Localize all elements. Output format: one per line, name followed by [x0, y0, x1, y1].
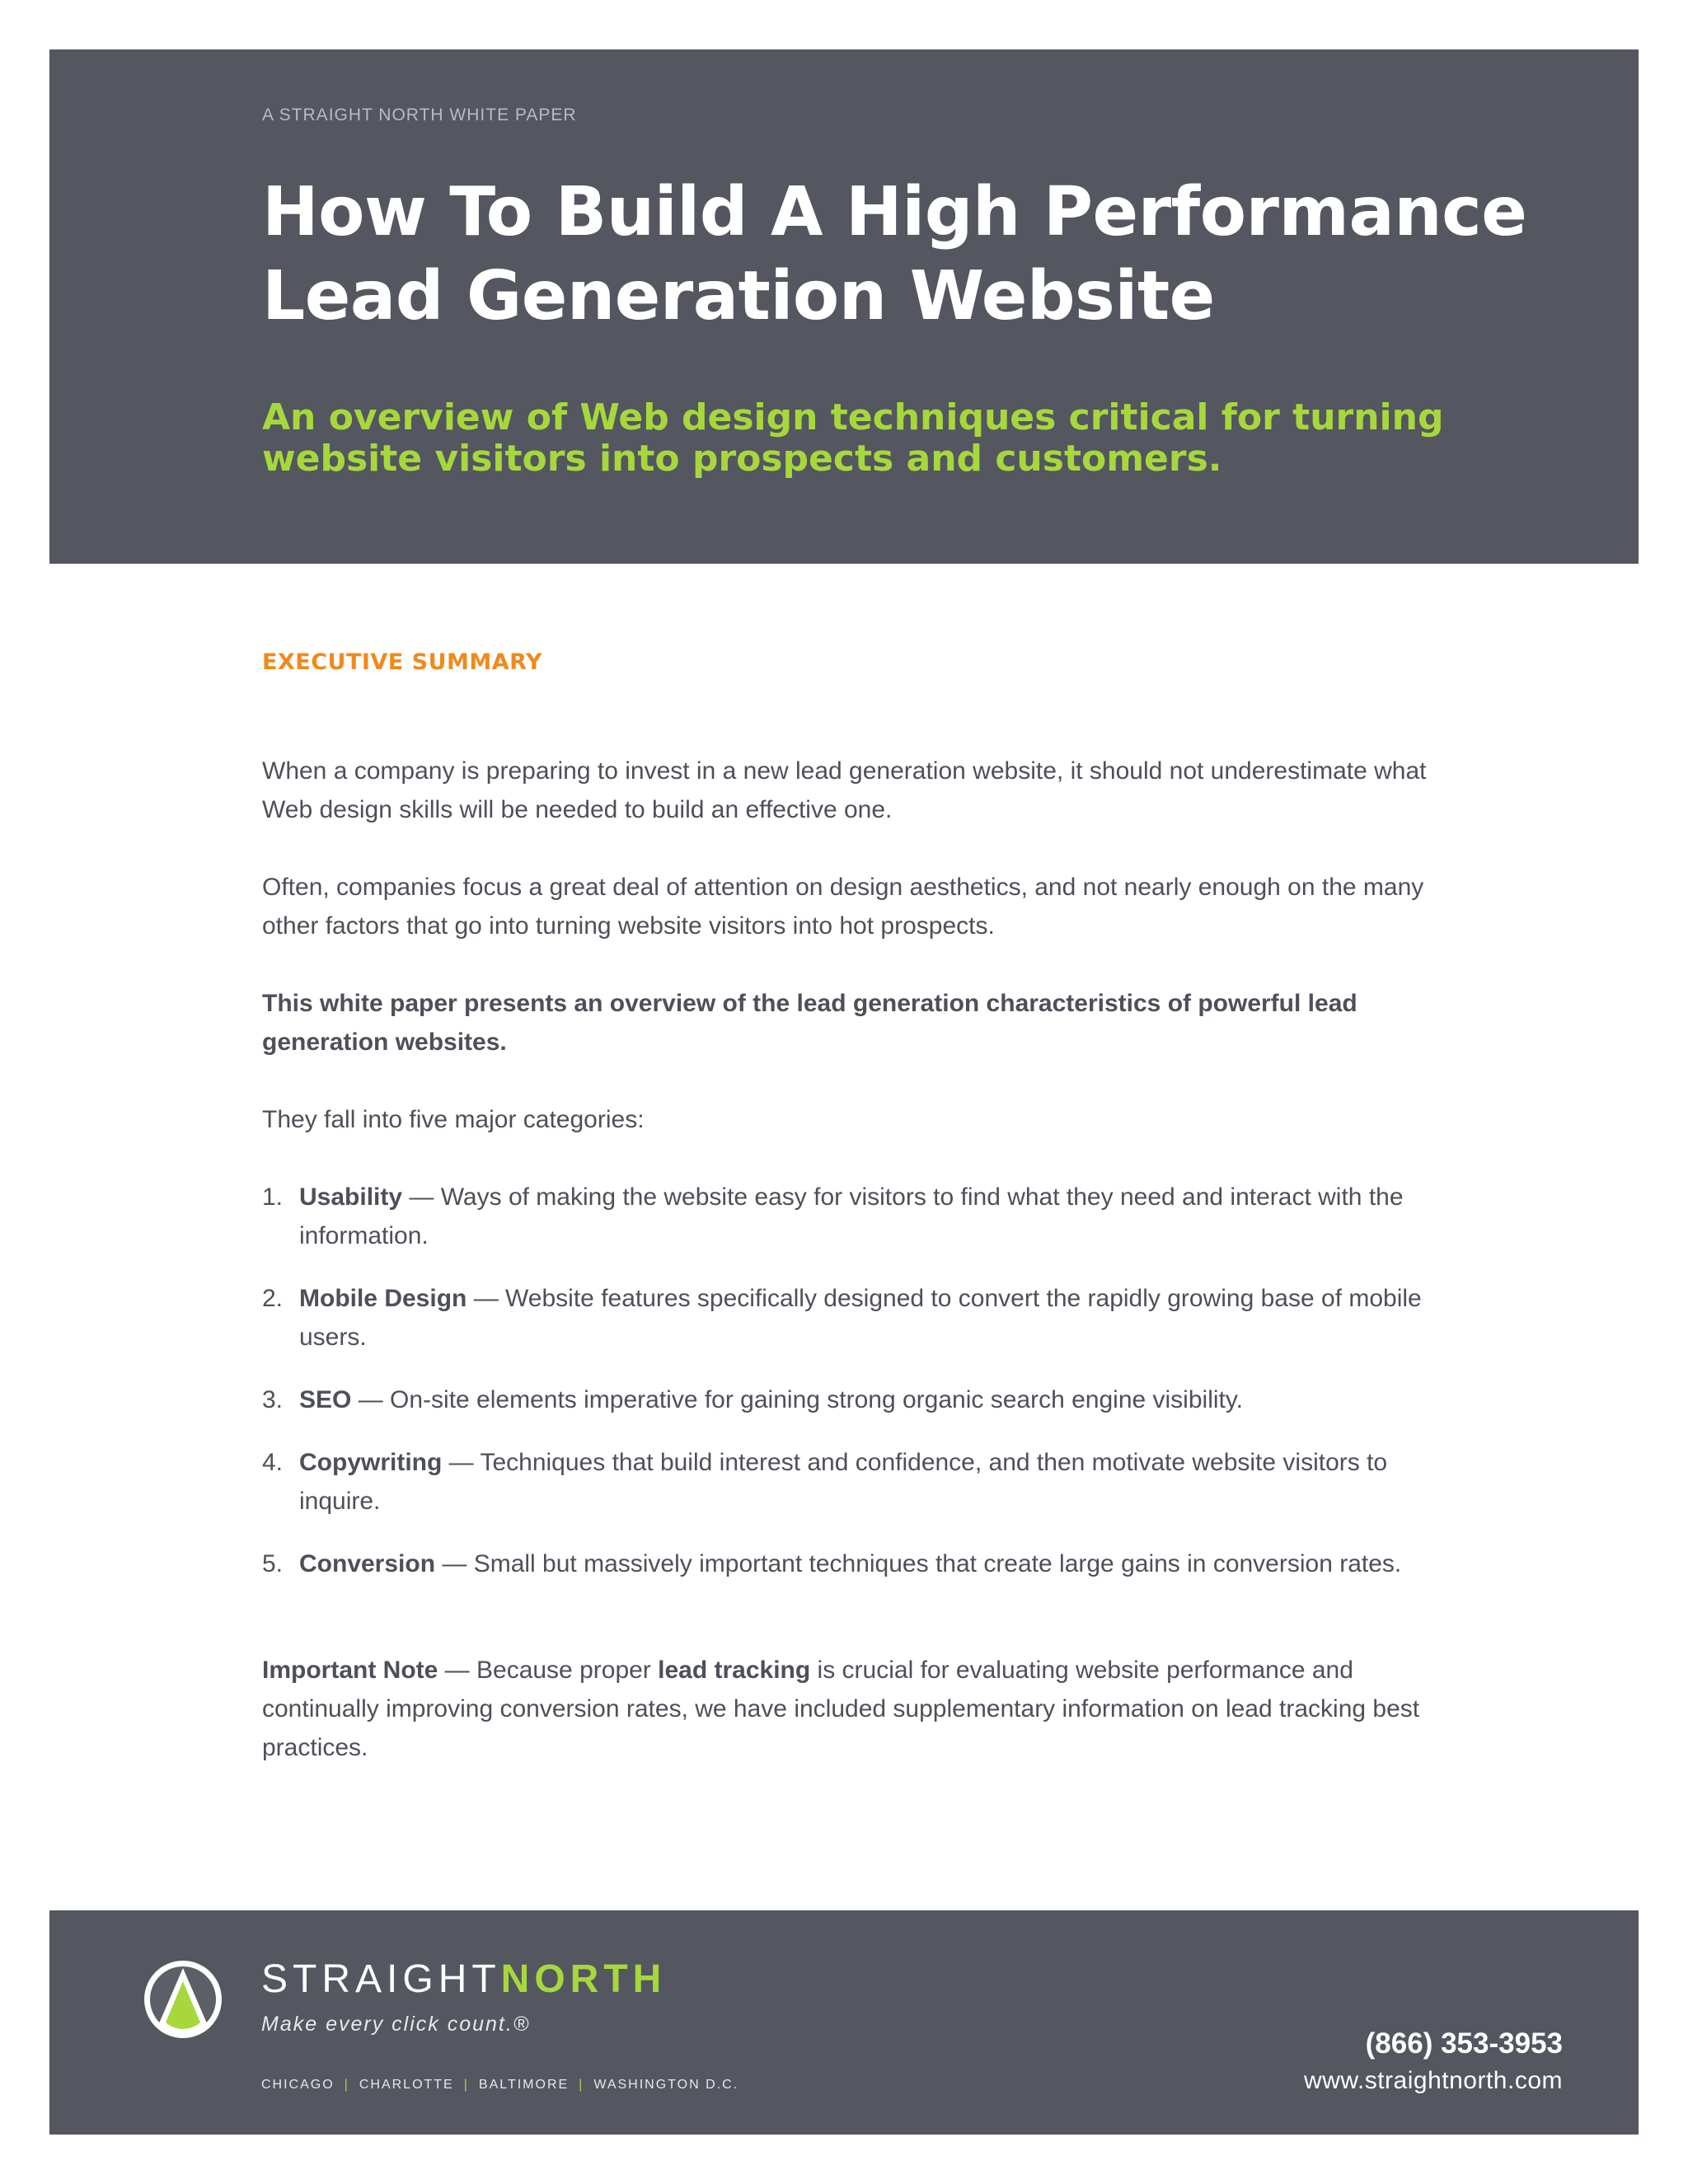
list-item	[262, 1544, 1465, 1583]
title-line-2: Lead Generation Website	[262, 257, 1215, 335]
city: WASHINGTON D.C.	[593, 2078, 739, 2092]
list-term: SEO	[299, 1386, 352, 1413]
tagline: Make every click count.®	[261, 2013, 531, 2036]
subtitle-line-1: An overview of Web design techniques critical for turning	[262, 396, 1444, 438]
city: CHICAGO	[261, 2078, 335, 2092]
list-term: Mobile Design	[299, 1285, 467, 1312]
list-number: 3.	[262, 1386, 284, 1413]
list-item	[262, 1178, 1465, 1255]
phone-number[interactable]: (866) 353-3953	[1365, 2027, 1563, 2060]
section-heading: EXECUTIVE SUMMARY	[262, 649, 543, 675]
list-number: 1.	[262, 1183, 284, 1211]
executive-summary	[262, 649, 1465, 1767]
summary-paragraph-2: Often, companies focus a great deal of attention on design aesthetics, and not nearly enough on the many other factors that go into turning website visitors into hot prospects.	[262, 874, 1424, 940]
footer-banner	[49, 1910, 1639, 2135]
note-text-1: — Because proper	[438, 1657, 659, 1684]
city: CHARLOTTE	[359, 2078, 454, 2092]
list-item	[262, 1279, 1465, 1357]
list-description: — Techniques that build interest and confidence, and then motivate website visitors to inquire.	[299, 1449, 1388, 1515]
categories-list	[262, 1178, 1465, 1583]
eyebrow-label: A STRAIGHT NORTH WHITE PAPER	[262, 105, 577, 124]
brand-north: NORTH	[500, 1957, 667, 2001]
list-item	[262, 1443, 1465, 1521]
city: BALTIMORE	[478, 2078, 570, 2092]
separator-bar: |	[344, 2078, 349, 2092]
list-description: — Small but massively important techniques that create large gains in conversion rates.	[435, 1550, 1402, 1577]
separator-bar: |	[463, 2078, 469, 2092]
website-link[interactable]: www.straightnorth.com	[1304, 2067, 1563, 2094]
brand-straight: STRAIGHT	[261, 1957, 501, 2001]
header-banner	[49, 49, 1639, 564]
page-title	[262, 171, 1639, 339]
list-number: 5.	[262, 1550, 284, 1577]
list-number: 4.	[262, 1449, 284, 1476]
straight-north-logo-icon	[140, 1957, 226, 2042]
list-description: — On-site elements imperative for gaining strong organic search engine visibility.	[351, 1386, 1243, 1413]
list-description: — Ways of making the website easy for visitors to find what they need and interact with the information.	[299, 1183, 1404, 1249]
summary-paragraph-4: They fall into five major categories:	[262, 1106, 645, 1133]
summary-paragraph-3: This white paper presents an overview of the lead generation characteristics of powerful lead generation websites.	[262, 990, 1357, 1056]
list-term: Usability	[299, 1183, 403, 1211]
list-number: 2.	[262, 1285, 284, 1312]
brand-wordmark	[261, 1958, 666, 2001]
subtitle	[262, 397, 1449, 480]
note-text-2: is crucial for evaluating website performance and continually improving conversion rates, we have included supplementary information on lead tracking best practices.	[262, 1657, 1420, 1761]
list-description: — Website features specifically designed to convert the rapidly growing base of mobile users.	[299, 1285, 1422, 1351]
list-item	[262, 1380, 1465, 1419]
list-term: Copywriting	[299, 1449, 443, 1476]
list-term: Conversion	[299, 1550, 436, 1577]
important-note	[262, 1651, 1465, 1767]
title-line-1: How To Build A High Performance	[262, 173, 1527, 251]
separator-bar: |	[579, 2078, 584, 2092]
subtitle-line-2: website visitors into prospects and customers.	[262, 438, 1222, 480]
note-bold-term: lead tracking	[658, 1657, 811, 1684]
note-label: Important Note	[262, 1657, 438, 1684]
office-locations	[261, 2078, 738, 2093]
summary-paragraph-1: When a company is preparing to invest in a new lead generation website, it should not underestimate what Web design skills will be needed to build an effective one.	[262, 757, 1427, 823]
